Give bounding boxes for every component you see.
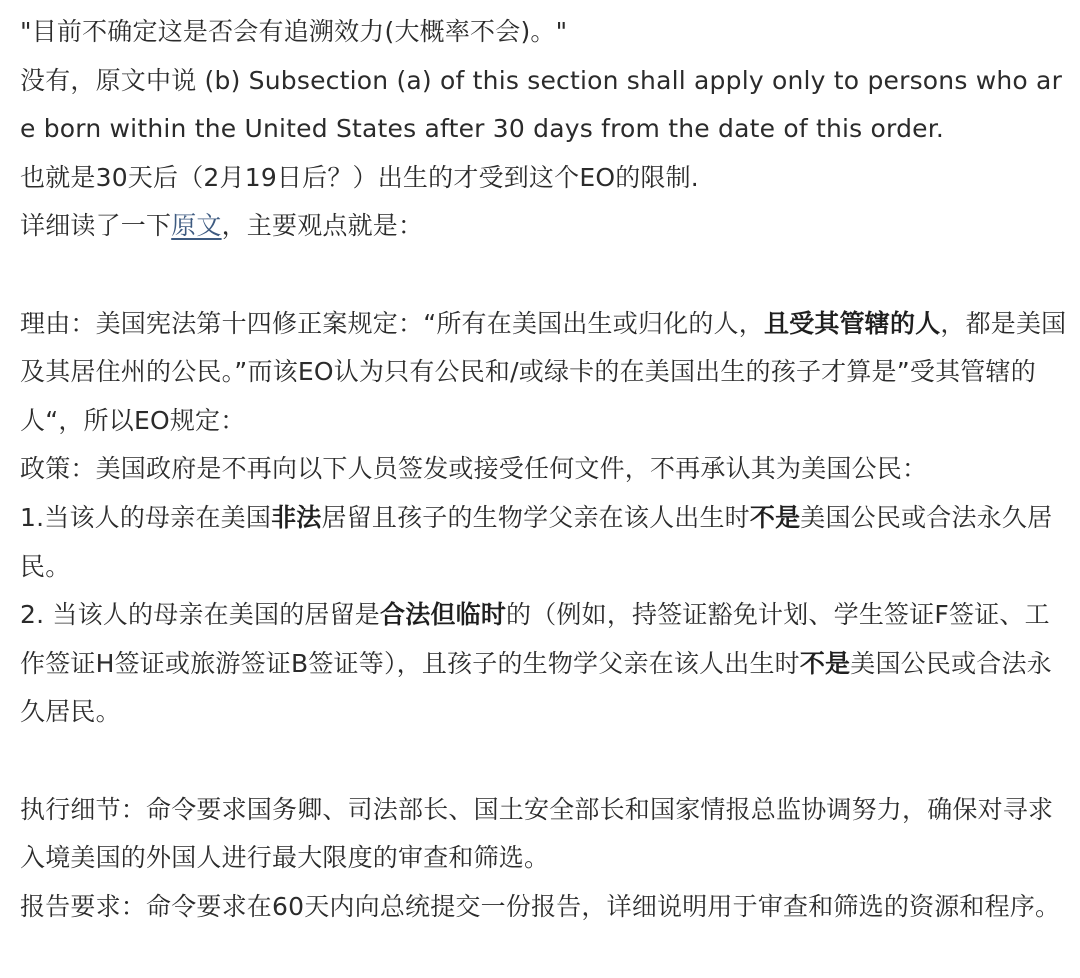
execution-paragraph: 执行细节：命令要求国务卿、司法部长、国土安全部长和国家情报总监协调努力，确保对寻求入境美国的外国人进行最大限度的审查和筛选。 <box>20 794 1054 873</box>
item1-bold-not: 不是 <box>749 502 801 532</box>
read-suffix: ，主要观点就是： <box>221 211 424 241</box>
policy-paragraph: 政策：美国政府是不再向以下人员签发或接受任何文件，不再承认其为美国公民： <box>20 454 928 484</box>
item2-text-c: 美国公民或合法永久居民。 <box>20 648 1052 727</box>
report-paragraph: 报告要求：命令要求在60天内向总统提交一份报告，详细说明用于审查和筛选的资源和程序。 <box>20 891 1061 921</box>
read-original-line <box>20 202 1072 251</box>
reason-paragraph <box>20 300 1072 446</box>
item1-bold-illegal: 非法 <box>271 502 322 532</box>
item2-text-a: 2. 当该人的母亲在美国的居留是 <box>20 600 381 630</box>
policy-item-2 <box>20 591 1072 737</box>
quoted-statement: "目前不确定这是否会有追溯效力(大概率不会)。" <box>20 17 568 46</box>
reply-followup: 也就是30天后（2月19日后？）出生的才受到这个EO的限制. <box>20 162 699 192</box>
original-text-link[interactable]: 原文 <box>171 211 222 241</box>
paragraph-spacer <box>20 737 1072 786</box>
paragraph-spacer <box>20 251 1072 300</box>
item1-text-c: 美国公民或合法永久居民。 <box>20 502 1053 581</box>
post-body <box>20 8 1072 931</box>
item1-text-a: 1.当该人的母亲在美国 <box>20 502 272 532</box>
item2-text-b: 的（例如，持签证豁免计划、学生签证F签证、工作签证H签证或旅游签证B签证等），且孩子的生物学父亲在该人出生时 <box>20 600 1050 678</box>
reason-text-b: ，都是美国及其居住州的公民。”而该EO认为只有公民和/或绿卡的在美国出生的孩子才算是”受其管辖的人“，所以EO规定： <box>20 308 1067 435</box>
reason-text-a: 理由：美国宪法第十四修正案规定：“所有在美国出生或归化的人， <box>20 308 764 338</box>
item2-bold-legal-temporary: 合法但临时 <box>380 600 507 630</box>
item1-text-b: 居留且孩子的生物学父亲在该人出生时 <box>321 502 750 532</box>
reason-bold: 且受其管辖的人 <box>763 308 941 338</box>
item2-bold-not: 不是 <box>799 648 851 678</box>
reply-intro: 没有，原文中说 (b) Subsection (a) of this section shall apply only to persons who are born within the United States after 30 days from the date of this order. <box>20 65 1063 144</box>
policy-item-1 <box>20 494 1072 591</box>
read-prefix: 详细读了一下 <box>20 211 172 241</box>
